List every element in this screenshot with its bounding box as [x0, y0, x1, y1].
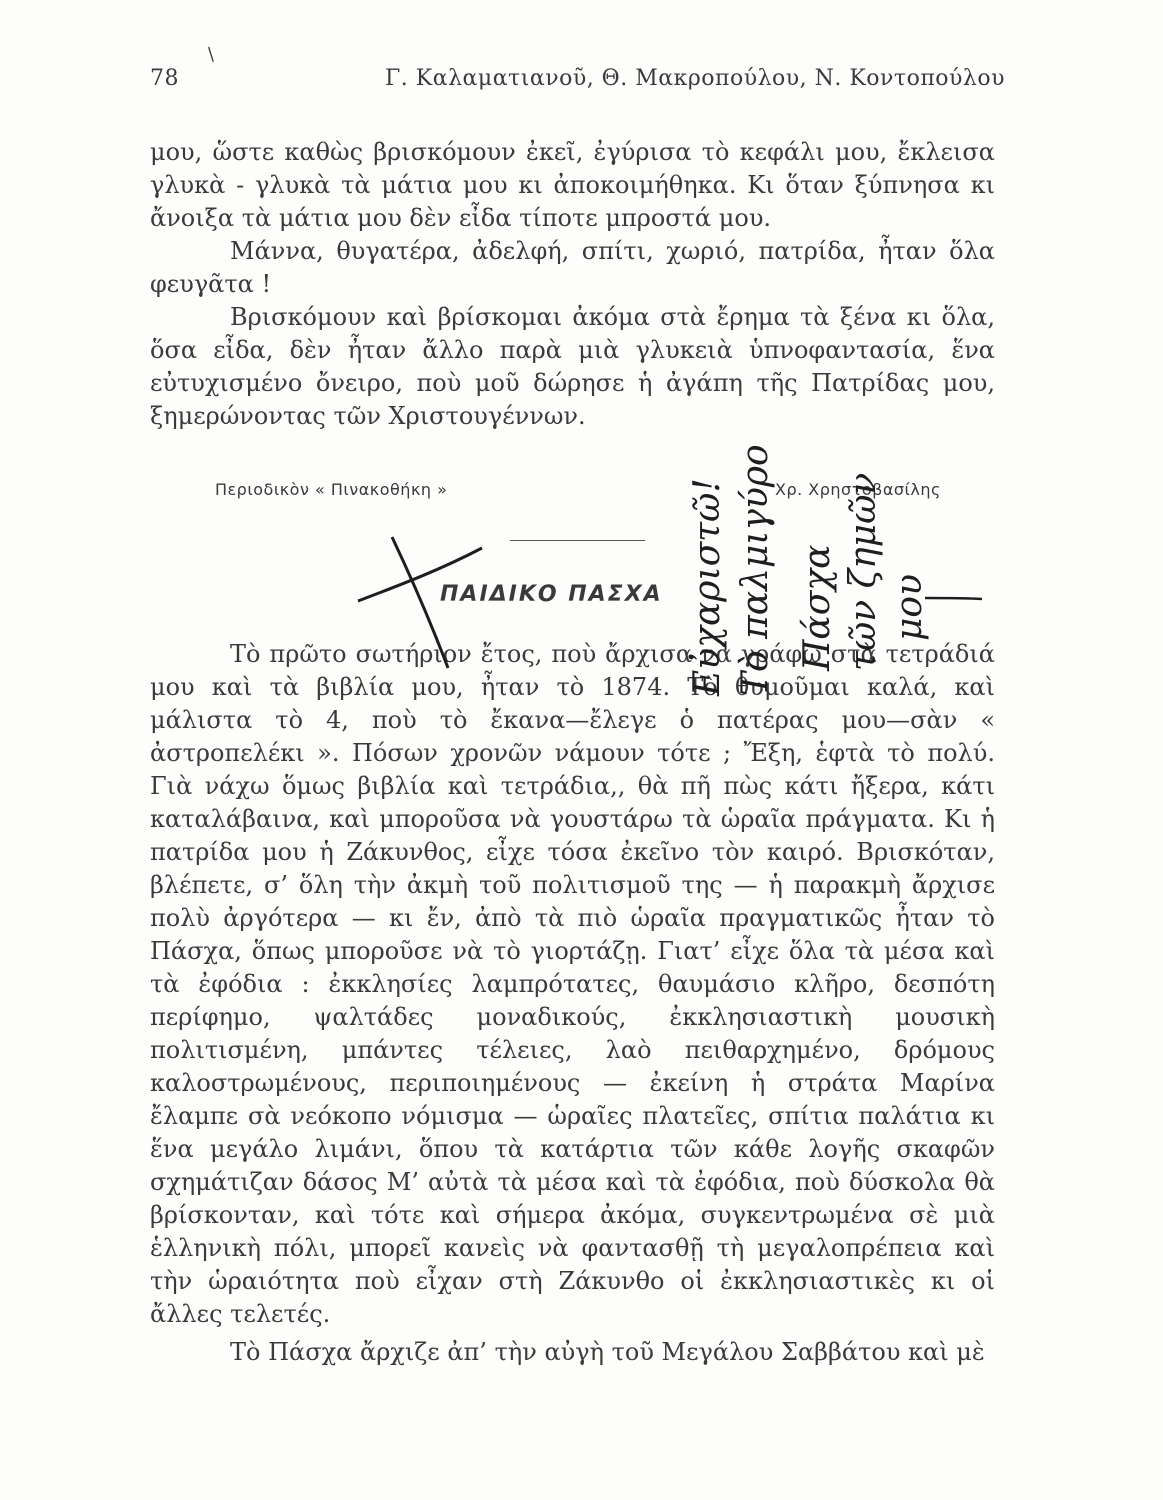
handwritten-line-1: Εὐχαριστῶ!: [687, 478, 728, 696]
pen-tick-mark: /: [202, 44, 220, 65]
paragraph-continued: μου, ὥστε καθὼς βρισκόμουν ἐκεῖ, ἐγύρισα τὸ κεφάλι μου, ἔκλεισα γλυκὰ - γλυκὰ τὰ μάτια μου κι ἀποκοιμήθηκα. Κι ὅταν ξύπνησα κι ἄνοιξα τὰ μάτια μου δὲν εἶδα τίποτε μπροστά μου.: [150, 138, 995, 232]
page-header: [150, 62, 1005, 96]
section-title: ΠΑΙΔΙΚΟ ΠΑΣΧΑ: [440, 582, 663, 607]
handwritten-line-3: Πάσχα: [797, 544, 838, 671]
handwritten-line-2: Τὸ παλμιγύρο: [735, 444, 776, 696]
handwritten-line-4: τῶν ζημῶν: [843, 472, 884, 671]
paragraph-easter-start: Τὸ Πάσχα ἄρχιζε ἀπ’ τὴν αὐγὴ τοῦ Μεγάλου Σαββάτου καὶ μὲ: [230, 1338, 985, 1366]
source-periodical: Περιοδικὸν « Πινακοθήκη »: [215, 480, 448, 499]
paragraph-homeland: Μάννα, θυγατέρα, ἀδελφή, σπίτι, χωριό, πατρίδα, ἦταν ὅλα φευγᾶτα !: [150, 237, 995, 298]
page-number: 78: [150, 66, 179, 91]
running-head: Γ. Καλαματιανοῦ, Θ. Μακροπούλου, Ν. Κοντοπούλου: [385, 66, 1005, 91]
section-divider: [510, 540, 645, 541]
paragraph-easter-memory: Τὸ πρῶτο σωτήριον ἔτος, ποὺ ἄρχισα νὰ γράφω στὰ τετράδιά μου καὶ τὰ βιβλία μου, ἦταν τὸ 1874. Τὸ θυμοῦμαι καλά, καὶ μάλιστα τὸ 4, ποὺ τὸ ἔκανα—ἔλεγε ὁ πατέρας μου—σὰν « ἀστροπελέκι ». Πόσων χρονῶν νάμουν τότε ; Ἔξη, ἑφτὰ τὸ πολύ. Γιὰ νάχω ὅμως βιβλία καὶ τετράδια,, θὰ πῆ πὼς κάτι ἤξερα, κάτι καταλάβαινα, καὶ μποροῦσα νὰ γουστάρω τὰ ὡραῖα πράγματα. Κι ἡ πατρίδα μου ἡ Ζάκυνθος, εἶχε τόσα ἐκεῖνο τὸν καιρό. Βρισκόταν, βλέπετε, σ’ ὅλη τὴν ἀκμὴ τοῦ πολιτισμοῦ της — ἡ παρακμὴ ἄρχισε πολὺ ἀργότερα — κι ἔν, ἀπὸ τὰ πιὸ ὡραῖα πραγματικῶς ἦταν τὸ Πάσχα, ὅπως μποροῦσε νὰ τὸ γιορτάζῃ. Γιατ’ εἶχε ὅλα τὰ μέσα καὶ τὰ ἐφόδια : ἐκκλησίες λαμπρότατες, θαυμάσιο κλῆρο, δεσπότη περίφημο, ψαλτάδες μοναδικούς, ἐκκλησιαστικὴ μουσικὴ πολιτισμένη, μπάντες τέλειες, λαὸ πειθαρχημένο, δρόμους καλοστρωμένους, περιποιημένους — ἐκείνη ἡ στράτα Μαρίνα ἔλαμπε σὰ νεόκοπο νόμισμα — ὡραῖες πλατεῖες, σπίτια παλάτια κι ἕνα μεγάλο λιμάνι, ὅπου τὰ κατάρτια τῶν κάθε λογῆς σκαφῶν σχημάτιζαν δάσος Μ’ αὐτὰ τὰ μέσα καὶ τὰ ἐφόδια, ποὺ δύσκολα θὰ βρίσκονταν, καὶ τότε καὶ σήμερα ἀκόμα, συγκεντρωμένα σὲ μιὰ ἑλληνικὴ πόλι, μπορεῖ κανεὶς νὰ φαντασθῇ τὴ μεγαλοπρέπεια καὶ τὴν ὡραιότητα ποὺ εἶχαν στὴ Ζάκυνθο οἱ ἐκκλησιαστικὲς κι οἱ ἄλλες τελετές.: [150, 640, 995, 1328]
handwritten-line-5: μου: [889, 574, 930, 641]
source-author: Χρ. Χρηστοβασίλης: [775, 480, 941, 499]
paragraph-dream: Βρισκόμουν καὶ βρίσκομαι ἀκόμα στὰ ἔρημα τὰ ξένα κι ὅλα, ὅσα εἶδα, δὲν ἦταν ἄλλο παρὰ μιὰ γλυκειὰ ὑπνοφαντασία, ἕνα εὐτυχισμένο ὄνειρο, ποὺ μοῦ δώρησε ἡ ἀγάπη τῆς Πατρίδας μου, ξημερώνοντας τῶν Χριστουγέννων.: [150, 303, 995, 430]
